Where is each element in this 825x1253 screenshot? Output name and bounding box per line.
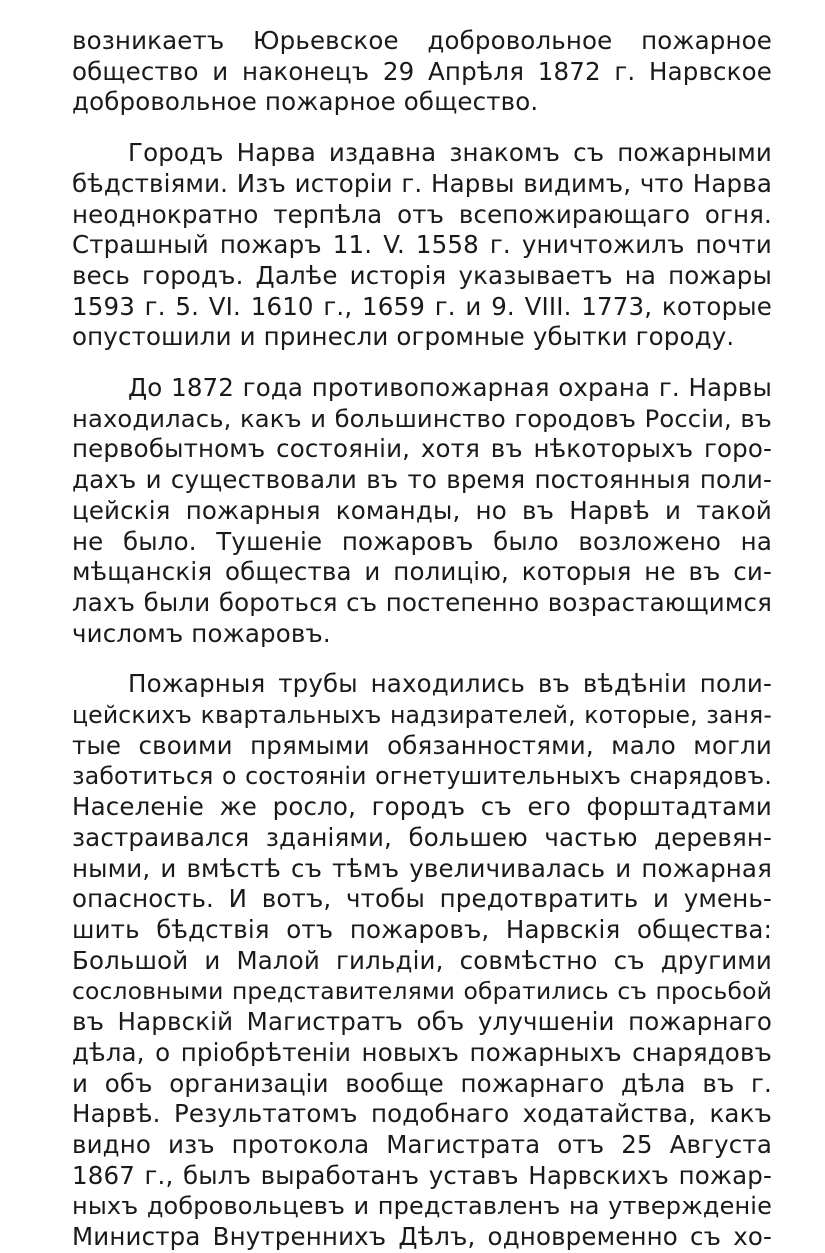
text-line: дѣла, о пріобрѣтеніи новыхъ пожарныхъ снарядовъ [72, 1037, 772, 1067]
text-line: опасность. И вотъ, чтобы предотвратить и умень- [72, 884, 772, 914]
text-line: шить бѣдствія отъ пожаровъ, Нарвскія общества: [72, 914, 772, 944]
text-line: Страшный пожаръ 11. V. 1558 г. уничтожилъ почти [72, 230, 772, 260]
text-line: числомъ пожаровъ. [72, 618, 331, 648]
text-line: не было. Тушеніе пожаровъ было возложено на [72, 526, 772, 556]
text-line: видно изъ протокола Магистрата отъ 25 Августа [72, 1129, 772, 1159]
text-line: Населеніе же росло, городъ съ его форштадтами [72, 792, 772, 822]
text-line: 1593 г. 5. VI. 1610 г., 1659 г. и 9. VIII. 1773, которые [72, 291, 772, 321]
text-line: цейскихъ квартальныхъ надзирателей, которые, заня- [72, 701, 772, 730]
text-line: Пожарныя трубы находились въ вѣдѣніи поли- [128, 669, 772, 699]
text-line: дахъ и существовали въ то время постоянныя поли- [72, 465, 772, 495]
text-line: лахъ были бороться съ постепенно возрастающимся [72, 587, 772, 617]
text-line: возникаетъ Юрьевское добровольное пожарное [72, 26, 772, 55]
text-line: заботиться о состояніи огнетушительныхъ снарядовъ. [72, 762, 772, 791]
text-line: мѣщанскія общества и полицію, которыя не въ си- [72, 557, 772, 587]
text-line: находилась, какъ и большинство городовъ Россіи, въ [72, 404, 772, 433]
paragraph-1 [72, 26, 772, 118]
text-line: первобытномъ состояніи, хотя въ нѣкоторыхъ горо- [72, 434, 772, 464]
text-line: застраивался зданіями, большею частью деревян- [72, 822, 772, 852]
text-line: опустошили и принесли огромные убытки городу. [72, 322, 735, 352]
text-line: весь городъ. Далѣе исторія указываетъ на пожары [72, 260, 772, 290]
text-line: бѣдствіями. Изъ исторіи г. Нарвы видимъ, что Нарва [72, 168, 772, 198]
text-line: ныхъ добровольцевъ и представленъ на утвержденіе [72, 1192, 772, 1221]
text-line: Городъ Нарва издавна знакомъ съ пожарными [128, 138, 772, 168]
text-line: тые своими прямыми обязанностями, мало могли [72, 730, 772, 760]
text-line: Большой и Малой гильдіи, совмѣстно съ другими [72, 945, 772, 975]
text-line: Министра Внутреннихъ Дѣлъ, одновременно съ хо- [72, 1222, 772, 1252]
text-line: цейскія пожарныя команды, но въ Нарвѣ и такой [72, 495, 772, 525]
text-line: общество и наконецъ 29 Апрѣля 1872 г. Нарвское [72, 56, 772, 86]
text-line: неоднократно терпѣла отъ всепожирающаго огня. [72, 199, 772, 229]
text-line: въ Нарвскій Магистратъ объ улучшеніи пожарнаго [72, 1007, 772, 1037]
paragraph-2 [72, 138, 772, 353]
text-line: сословными представителями обратились съ просьбой [72, 977, 772, 1006]
text-line: Нарвѣ. Результатомъ подобнаго ходатайства, какъ [72, 1099, 772, 1129]
paragraph-4 [72, 669, 772, 1252]
text-line: добровольное пожарное общество. [72, 87, 539, 117]
text-line: 1867 г., былъ выработанъ уставъ Нарвскихъ пожар- [72, 1160, 772, 1190]
text-line: До 1872 года противопожарная охрана г. Нарвы [128, 373, 772, 403]
text-line: ными, и вмѣстѣ съ тѣмъ увеличивалась и пожарная [72, 853, 772, 883]
paragraph-3 [72, 373, 772, 649]
text-line: и объ организаціи вообще пожарнаго дѣла въ г. [72, 1068, 772, 1098]
document-page [72, 26, 772, 1253]
